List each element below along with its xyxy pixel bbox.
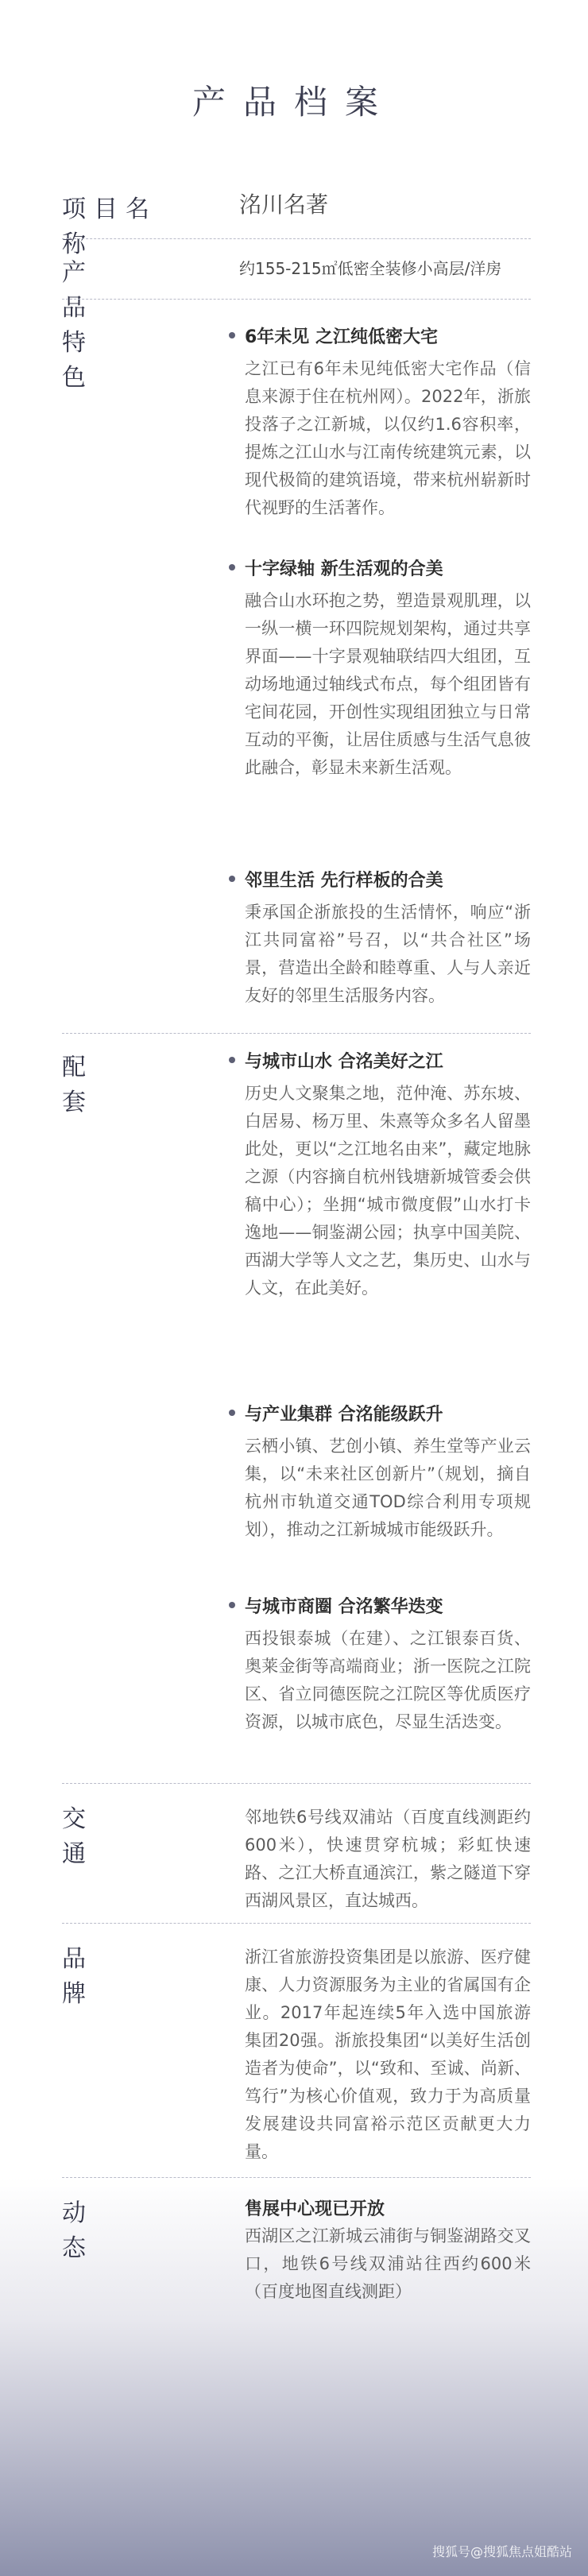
bullet-dot-icon — [229, 1057, 235, 1063]
supporting-body: 西投银泰城（在建）、之江银泰百货、奥莱金街等高端商业；浙一医院之江院区、省立同德医院之江院区等优质医疗资源，以城市底色，尽显生活迭变。 — [245, 1629, 531, 1731]
supporting-heading: 与产业集群 合洺能级跃升 — [229, 1402, 531, 1428]
divider — [62, 1033, 531, 1034]
supporting-item — [229, 1402, 531, 1544]
supporting-heading: 与城市山水 合洺美好之江 — [229, 1049, 531, 1075]
features-label: 特色 — [62, 329, 127, 392]
supporting-label: 配套 — [62, 1054, 127, 1116]
feature-item — [229, 868, 531, 1010]
traffic-label: 交通 — [62, 1805, 127, 1868]
bullet-dot-icon — [229, 1410, 235, 1416]
bullet-dot-icon — [229, 876, 235, 882]
traffic-value: 邻地铁6号线双浦站（百度直线测距约600米），快速贯穿杭城；彩虹快速路、之江大桥直通滨江，紫之隧道下穿西湖风景区，直达城西。 — [245, 1808, 531, 1910]
feature-body: 之江已有6年未见纯低密大宅作品（信息来源于住在杭州网）。2022年，浙旅投落子之江新城，以仅约1.6容积率，提炼之江山水与江南传统建筑元素，以现代极简的建筑语境，带来杭州崭新时代视野的生活著作。 — [245, 359, 531, 517]
divider — [62, 1923, 531, 1924]
feature-item — [229, 324, 531, 522]
feature-body: 融合山水环抱之势，塑造景观肌理，以一纵一横一环四院规划架构，通过共享界面——十字景观轴联结四大组团，互动场地通过轴线式布点，每个组团皆有宅间花园，开创性实现组团独立与日常互动的平衡，让居住质感与生活气息彼此融合，彰显未来新生活观。 — [245, 591, 531, 777]
project-label: 项目名称 — [62, 195, 157, 258]
page-title: 产品档案 — [191, 83, 396, 122]
feature-heading: 邻里生活 先行样板的合美 — [229, 868, 531, 894]
feature-heading: 6年未见 之江纯低密大宅 — [229, 324, 531, 350]
brand-value: 浙江省旅游投资集团是以旅游、医疗健康、人力资源服务为主业的省属国有企业。2017年起连续5年入选中国旅游集团20强。浙旅投集团“以美好生活创造者为使命”，以“致和、至诚、尚新、笃行”为核心价值观，致力于为高质量发展建设共同富裕示范区贡献更大力量。 — [245, 1947, 531, 2161]
bullet-dot-icon — [229, 1602, 235, 1608]
supporting-item — [229, 1594, 531, 1736]
news-heading: 售展中心现已开放 — [245, 2199, 385, 2219]
bullet-dot-icon — [229, 332, 235, 338]
divider — [62, 299, 531, 300]
product-value: 约155-215㎡低密全装修小高层/洋房 — [239, 259, 502, 278]
watermark: 搜狐号@搜狐焦点姐酷站 — [431, 2544, 572, 2559]
divider — [62, 2177, 531, 2178]
product-label: 产品 — [62, 259, 127, 322]
bullet-dot-icon — [229, 564, 235, 571]
supporting-body: 云栖小镇、艺创小镇、养生堂等产业云集，以“未来社区创新片”（规划，摘自杭州市轨道交通TOD综合利用专项规划），推动之江新城城市能级跃升。 — [245, 1437, 531, 1539]
feature-heading: 十字绿轴 新生活观的合美 — [229, 556, 531, 582]
divider — [62, 238, 531, 239]
project-value: 洺川名著 — [239, 191, 329, 218]
feature-body: 秉承国企浙旅投的生活情怀，响应“浙江共同富裕”号召，以“共合社区”场景，营造出全龄和睦尊重、人与人亲近友好的邻里生活服务内容。 — [245, 903, 531, 1005]
feature-item — [229, 556, 531, 782]
supporting-body: 历史人文聚集之地，范仲淹、苏东坡、白居易、杨万里、朱熹等众多名人留墨此处，更以“之江地名由来”，藏定地脉之源（内容摘自杭州钱塘新城管委会供稿中心）；坐拥“城市微度假”山水打卡逸地——铜鉴湖公园；执享中国美院、西湖大学等人文之艺，集历史、山水与人文，在此美好。 — [245, 1084, 531, 1298]
divider — [62, 1783, 531, 1784]
supporting-item — [229, 1049, 531, 1302]
news-label: 动态 — [62, 2199, 127, 2262]
brand-label: 品牌 — [62, 1945, 127, 2008]
news-block — [245, 2196, 531, 2306]
news-value: 西湖区之江新城云浦街与铜鉴湖路交叉口，地铁6号线双浦站往西约600米（百度地图直线测距） — [245, 2226, 531, 2301]
supporting-heading: 与城市商圈 合洺繁华迭变 — [229, 1594, 531, 1620]
